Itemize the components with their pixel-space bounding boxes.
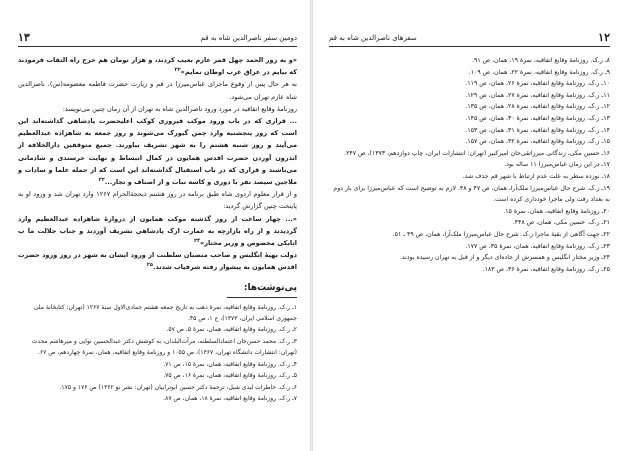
footnote-item: ۲۳ـ ر.ک. روزنامهٔ وقایع اتفاقیه، همان، نمرهٔ ۳۵، ص ۱۷۷. — [465, 242, 610, 250]
footnote-item: ۹ـ ر.ک. روزنامهٔ وقایع اتفاقیه، نمرهٔ ۲۲، همان، ص ۱۰۹. — [468, 68, 610, 76]
body-paragraph — [18, 103, 297, 115]
paragraph-text: «و به زور الحمد چهل قمر عازم بعیب کردند، و هزار تومان هم خرج راه التفات فرمودند که بیایم در عراق عرب اوطان نمایم» — [18, 56, 297, 77]
footnote-item: ۵ـ ر.ک. روزنامهٔ وقایع اتفاقیه، همان، نمرهٔ ۱۶، ص ۷۵. — [163, 372, 297, 380]
footnote-item: ۲۱ـ ر.ک. حسین مکی، همان، ص ۴۴۸. — [512, 219, 610, 227]
right-page — [313, 0, 626, 451]
footnote-item: ۱۲ـ ر.ک. روزنامهٔ وقایع اتفاقیه، نمرهٔ ۲۸، همان، ص ۱۳۵. — [465, 103, 610, 111]
footnote-item: ۴ـ ر.ک. روزنامهٔ وقایع اتفاقیه، همان، نمرهٔ ۱۵، ص ۷۱. — [163, 360, 297, 368]
right-page-header — [329, 30, 610, 47]
left-page-number: ۱۳ — [18, 31, 30, 44]
right-running-title: سفرهای ناصرالدین شاه به قم — [329, 34, 417, 42]
footnote-item: ۷ـ ر.ک. روزنامهٔ وقایع اتفاقیه، نمرهٔ ۱۸، همان، ص ۸۷. — [163, 394, 297, 402]
footnote-ref[interactable]: ۲۴ — [193, 237, 201, 244]
footnote-ref[interactable]: ۲۳ — [98, 176, 105, 183]
notes-rule — [227, 297, 297, 298]
footnote-item: ۱۴ـ ر.ک. روزنامهٔ وقایع اتفاقیه، نمرهٔ ۳۱، همان، ص ۱۵۳. — [465, 126, 610, 134]
left-notes-list — [18, 302, 297, 405]
paragraph-text: به هر حال پس از وقوع ماجرای عباس‌میرزا در قم و زیارت حضرت فاطمه معصومه(س)، ناصرالدین شاه عازم تهران می‌شود. — [18, 80, 297, 101]
paragraph-text: و از قرار معلوم اردوی شاه طبق برنامه در روز هشتم ذیحجةالحرام ۱۲۶۷ وارد تهران شد و ورود او به پایتخت چنین گزارش گردید: — [18, 190, 297, 211]
paragraph-text: دولت بهیهٔ انگلیس و صاحب منصبان سلطنت از ورود ایشان به شهر در روز ورود حضرت اقدس همایون به پیشواز رفته شرفیاب شدند. — [18, 251, 297, 272]
paragraph-text: «... چهار ساعت از روز گذشته موکب همایون از دروازهٔ شاهزاده عبدالعظیم وارد گردیدند و از راه بازارچه به عمارت ارک پادشاهی تشریف آوردند و جناب جلالت ما ب اتابکی مخصوص و وزیر مختار» — [18, 214, 297, 248]
footnote-ref[interactable]: ۲۵ — [146, 262, 153, 269]
left-page-header — [18, 30, 297, 47]
footnote-item: ۲۲ـ جهت آگاهی از بقیهٔ ماجرا ر.ک. شرح حال عباس‌میرزا ملک‌آرا، همان، ص ۴۹ ـ ۵۱. — [392, 230, 610, 238]
body-paragraph — [18, 188, 297, 212]
footnote-item: ۲۰ـ روزنامهٔ وقایع اتفاقیه، همان، نمرهٔ ۱۵. — [503, 207, 610, 215]
footnote-item: ۳ـ ر.ک. محمد حسن‌خان اعتمادالسلطنه، مرآت‌البلدان، به کوشش دکتر عبدالحسین نوایی و میرهاشم محدث (تهران: انتشارات دانشگاه تهران، ۱۳۶۷)، ص ۱۰۵۵ و روزنامهٔ وقایع اتفاقیه، همان، نمرهٔ چهاردهم، ص ۶۷. — [31, 337, 297, 357]
left-body-text — [18, 54, 297, 274]
footnote-ref[interactable]: ۲۲ — [174, 67, 181, 74]
footnote-item: ۲۵ـ ر.ک. روزنامهٔ وقایع اتفاقیه، نمرهٔ ۳۶، ص ۱۸۳. — [482, 265, 610, 273]
paragraph-text: روزنامهٔ وقایع اتفاقیه در مورد ورود ناصرالدین شاه به تهران از آن زمان چنین می‌نویسد: — [62, 104, 297, 113]
footnote-item: ۱۸ـ نوزده سطر به علت عدم ارتباط با شهر قم حذف شد. — [462, 172, 610, 180]
body-paragraph — [18, 115, 297, 188]
body-paragraph — [18, 78, 297, 102]
footnote-item: ۱۶ـ حسین مکی، زندگانی میرزاتقی‌خان امیرکبیر (تهران: انتشارات ایران، چاپ دوازدهم، ۱۳۷۳)، ص ۲۴۷. — [344, 149, 610, 157]
footnote-item: ۱۱ـ ر.ک. روزنامهٔ وقایع اتفاقیه، نمرهٔ ۲۷، همان، ص ۱۲۹. — [465, 91, 610, 99]
footnote-item: ۶ـ ر.ک. خاطرات لیدی شیل، ترجمهٔ دکتر حسین ابوترابیان (تهران: نشر نو ۱۳۶۲) ص ۱۷۶ و ۱۷۵. — [59, 383, 297, 391]
footnote-item: ۸ـ ر.ک. روزنامهٔ وقایع اتفاقیه، نمرهٔ ۱۹، همان، ص ۹۱. — [472, 57, 610, 64]
left-running-title: دومین سفر ناصرالدین شاه به قم — [200, 34, 297, 42]
body-paragraph — [18, 213, 297, 250]
paragraph-text: ... قراری که در باب ورود موکب فیروزی کوکب اعلیحضرت پادشاهی گذاشته‌اند این است که روز پنجشنبه وارد چمن گیورک می‌شوند و روز جمعه به شاهزاده عبدالعظیم می‌آیند و روز شنبه هشتم را به شهر تشریف بیاورند. جمیع متوقفین دارالخلافه از اندرون آوردن حضرت اقدس همایون در کمال انبساط و نهایت خرسندی و شادمانی می‌باشند و قراری که در باب استقبال گذاشته‌اند این است که از جمله علما و سادات و ملاجین سیصد نفر با دوری و کاسه نبات و از اصناف و تجار... — [18, 117, 297, 187]
footnote-item: ۲۴ـ وزیر مختار انگلیس و همسرش از جاده‌ای دیگر و از قبل به تهران رسیده بودند. — [399, 254, 610, 262]
footnote-item: ۱۹ـ ر.ک. شرح حال عباس‌میرزا ملک‌آرا، همان، ص ۴۷ و ۴۸. لازم به توضیح است که عباس‌میرزا برای بار دوم به بغداد رفت ولی ماجرا خودداری کرده است. — [333, 184, 610, 204]
notes-heading: پی‌نوشت‌ها: — [243, 282, 297, 293]
body-paragraph — [18, 54, 297, 78]
right-page-number: ۱۲ — [598, 31, 610, 44]
footnote-item: ۱۰ـ ر.ک. روزنامهٔ وقایع اتفاقیه، نمرهٔ ۲۶، همان، ص ۱۱۹. — [465, 80, 610, 88]
right-notes-list — [329, 55, 610, 275]
footnote-item: ۱ـ ر.ک. روزنامهٔ وقایع اتفاقیه، نمرهٔ ذهب به تاریخ جمعه هشتم جمادی‌الاول سنهٔ ۱۲۶۷ (تهران: کتابخانهٔ ملی جمهوری اسلامی ایران، ۱۳۷۳)، ج ۱، ص ۴۵. — [33, 303, 297, 323]
footnote-item: ۲ـ ر.ک. روزنامهٔ وقایع اتفاقیه، همان، نمرهٔ ۵، ص ۵۷. — [166, 326, 297, 334]
body-paragraph — [18, 249, 297, 273]
footnote-item: ۱۳ـ ر.ک. روزنامهٔ وقایع اتفاقیه، نمرهٔ ۳۰، همان، ص ۱۴۵. — [465, 114, 610, 122]
left-page — [0, 0, 311, 451]
footnote-item: ۱۵ـ ر.ک. روزنامهٔ وقایع اتفاقیه، نمرهٔ ۳۲، همان، ص ۱۵۷. — [465, 138, 610, 146]
footnote-item: ۱۷ـ در این زمان عباس‌میرزا ۱۱ ساله بود. — [504, 161, 610, 169]
